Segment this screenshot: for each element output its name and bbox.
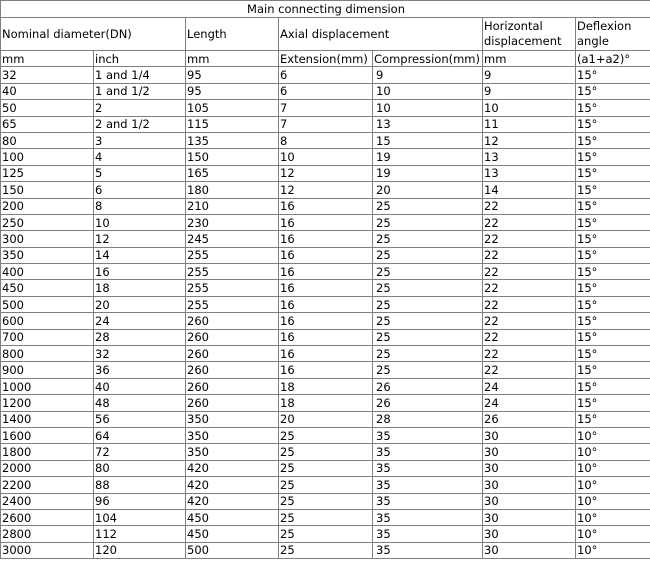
table-row xyxy=(1,132,650,148)
cell-horizontal: 14 xyxy=(483,182,576,198)
cell-compression: 35 xyxy=(373,460,483,476)
cell-dn-mm: 3000 xyxy=(1,542,94,558)
cell-length: 165 xyxy=(186,165,279,181)
header-nominal-diameter: Nominal diameter(DN) xyxy=(1,18,186,51)
cell-extension: 25 xyxy=(279,493,373,509)
cell-dn-inch: 3 xyxy=(94,132,186,148)
cell-horizontal: 22 xyxy=(483,264,576,280)
cell-dn-mm: 250 xyxy=(1,214,94,230)
cell-angle: 15° xyxy=(576,165,650,181)
cell-dn-mm: 300 xyxy=(1,231,94,247)
cell-compression: 9 xyxy=(373,67,483,83)
cell-angle: 10° xyxy=(576,493,650,509)
cell-angle: 15° xyxy=(576,132,650,148)
cell-extension: 16 xyxy=(279,247,373,263)
cell-horizontal: 22 xyxy=(483,296,576,312)
cell-compression: 13 xyxy=(373,116,483,132)
table-row xyxy=(1,149,650,165)
cell-dn-mm: 2800 xyxy=(1,526,94,542)
cell-length: 260 xyxy=(186,346,279,362)
cell-dn-mm: 40 xyxy=(1,83,94,99)
cell-compression: 25 xyxy=(373,362,483,378)
cell-compression: 35 xyxy=(373,477,483,493)
cell-horizontal: 30 xyxy=(483,444,576,460)
cell-length: 260 xyxy=(186,395,279,411)
cell-length: 260 xyxy=(186,313,279,329)
cell-dn-inch: 2 xyxy=(94,100,186,116)
cell-angle: 15° xyxy=(576,83,650,99)
table-row xyxy=(1,444,650,460)
subheader-dn-mm: mm xyxy=(1,51,94,67)
cell-length: 245 xyxy=(186,231,279,247)
cell-horizontal: 30 xyxy=(483,460,576,476)
cell-dn-mm: 125 xyxy=(1,165,94,181)
table-row xyxy=(1,526,650,542)
cell-horizontal: 12 xyxy=(483,132,576,148)
cell-horizontal: 22 xyxy=(483,214,576,230)
cell-angle: 15° xyxy=(576,346,650,362)
cell-angle: 15° xyxy=(576,329,650,345)
cell-dn-mm: 400 xyxy=(1,264,94,280)
cell-horizontal: 22 xyxy=(483,231,576,247)
cell-dn-mm: 500 xyxy=(1,296,94,312)
cell-extension: 16 xyxy=(279,296,373,312)
cell-compression: 25 xyxy=(373,231,483,247)
cell-dn-inch: 28 xyxy=(94,329,186,345)
cell-dn-mm: 1200 xyxy=(1,395,94,411)
cell-dn-inch: 72 xyxy=(94,444,186,460)
cell-extension: 7 xyxy=(279,116,373,132)
cell-length: 115 xyxy=(186,116,279,132)
cell-length: 150 xyxy=(186,149,279,165)
cell-extension: 25 xyxy=(279,542,373,558)
cell-dn-inch: 64 xyxy=(94,427,186,443)
cell-dn-inch: 16 xyxy=(94,264,186,280)
cell-length: 420 xyxy=(186,493,279,509)
cell-horizontal: 30 xyxy=(483,542,576,558)
cell-extension: 25 xyxy=(279,460,373,476)
table-header-row xyxy=(1,18,650,51)
cell-dn-inch: 14 xyxy=(94,247,186,263)
cell-dn-mm: 150 xyxy=(1,182,94,198)
cell-extension: 18 xyxy=(279,378,373,394)
cell-length: 95 xyxy=(186,83,279,99)
cell-dn-inch: 4 xyxy=(94,149,186,165)
table-title: Main connecting dimension xyxy=(1,1,650,18)
cell-dn-inch: 20 xyxy=(94,296,186,312)
cell-extension: 25 xyxy=(279,444,373,460)
cell-length: 255 xyxy=(186,280,279,296)
table-row xyxy=(1,460,650,476)
cell-dn-inch: 112 xyxy=(94,526,186,542)
cell-angle: 15° xyxy=(576,411,650,427)
table-subheader-row xyxy=(1,51,650,67)
cell-horizontal: 22 xyxy=(483,198,576,214)
cell-dn-mm: 1400 xyxy=(1,411,94,427)
cell-extension: 7 xyxy=(279,100,373,116)
cell-dn-mm: 50 xyxy=(1,100,94,116)
subheader-extension: Extension(mm) xyxy=(279,51,373,67)
cell-dn-mm: 32 xyxy=(1,67,94,83)
cell-length: 105 xyxy=(186,100,279,116)
table-row xyxy=(1,493,650,509)
cell-extension: 16 xyxy=(279,198,373,214)
cell-extension: 6 xyxy=(279,67,373,83)
table-row xyxy=(1,165,650,181)
cell-compression: 35 xyxy=(373,509,483,525)
cell-horizontal: 30 xyxy=(483,526,576,542)
cell-extension: 18 xyxy=(279,395,373,411)
cell-angle: 15° xyxy=(576,116,650,132)
table-row xyxy=(1,395,650,411)
cell-dn-inch: 1 and 1/4 xyxy=(94,67,186,83)
subheader-dn-inch: inch xyxy=(94,51,186,67)
table-row xyxy=(1,542,650,558)
table-title-row xyxy=(1,1,650,18)
cell-compression: 25 xyxy=(373,198,483,214)
cell-dn-inch: 18 xyxy=(94,280,186,296)
cell-compression: 35 xyxy=(373,542,483,558)
cell-horizontal: 22 xyxy=(483,280,576,296)
header-axial-displacement: Axial displacement xyxy=(279,18,483,51)
cell-angle: 15° xyxy=(576,313,650,329)
cell-dn-inch: 6 xyxy=(94,182,186,198)
cell-compression: 26 xyxy=(373,378,483,394)
cell-dn-inch: 40 xyxy=(94,378,186,394)
cell-compression: 10 xyxy=(373,83,483,99)
cell-extension: 16 xyxy=(279,329,373,345)
cell-compression: 15 xyxy=(373,132,483,148)
cell-length: 255 xyxy=(186,264,279,280)
cell-horizontal: 11 xyxy=(483,116,576,132)
table-row xyxy=(1,509,650,525)
cell-extension: 6 xyxy=(279,83,373,99)
cell-extension: 16 xyxy=(279,313,373,329)
cell-dn-mm: 100 xyxy=(1,149,94,165)
cell-extension: 8 xyxy=(279,132,373,148)
cell-extension: 12 xyxy=(279,165,373,181)
subheader-angle-unit: (a1+a2)° xyxy=(576,51,650,67)
cell-angle: 10° xyxy=(576,427,650,443)
table-row xyxy=(1,280,650,296)
cell-horizontal: 9 xyxy=(483,67,576,83)
header-deflexion-angle: Deflexion angle xyxy=(576,18,650,51)
cell-dn-mm: 1000 xyxy=(1,378,94,394)
cell-dn-mm: 2400 xyxy=(1,493,94,509)
cell-extension: 25 xyxy=(279,526,373,542)
cell-angle: 15° xyxy=(576,296,650,312)
table-row xyxy=(1,346,650,362)
cell-dn-inch: 12 xyxy=(94,231,186,247)
cell-compression: 25 xyxy=(373,280,483,296)
cell-dn-mm: 65 xyxy=(1,116,94,132)
cell-extension: 25 xyxy=(279,427,373,443)
cell-horizontal: 10 xyxy=(483,100,576,116)
cell-horizontal: 22 xyxy=(483,329,576,345)
cell-dn-inch: 88 xyxy=(94,477,186,493)
cell-length: 210 xyxy=(186,198,279,214)
cell-angle: 10° xyxy=(576,526,650,542)
cell-dn-inch: 2 and 1/2 xyxy=(94,116,186,132)
table-row xyxy=(1,247,650,263)
cell-length: 350 xyxy=(186,411,279,427)
table-row xyxy=(1,182,650,198)
cell-length: 450 xyxy=(186,526,279,542)
cell-angle: 15° xyxy=(576,182,650,198)
cell-length: 420 xyxy=(186,477,279,493)
cell-horizontal: 24 xyxy=(483,395,576,411)
table-row xyxy=(1,231,650,247)
cell-compression: 19 xyxy=(373,149,483,165)
cell-angle: 15° xyxy=(576,362,650,378)
cell-angle: 15° xyxy=(576,280,650,296)
cell-dn-inch: 1 and 1/2 xyxy=(94,83,186,99)
cell-extension: 25 xyxy=(279,509,373,525)
cell-horizontal: 22 xyxy=(483,247,576,263)
cell-length: 260 xyxy=(186,329,279,345)
cell-compression: 25 xyxy=(373,214,483,230)
cell-compression: 26 xyxy=(373,395,483,411)
cell-angle: 10° xyxy=(576,509,650,525)
cell-angle: 10° xyxy=(576,444,650,460)
cell-dn-inch: 80 xyxy=(94,460,186,476)
cell-compression: 25 xyxy=(373,313,483,329)
cell-compression: 35 xyxy=(373,427,483,443)
cell-horizontal: 30 xyxy=(483,509,576,525)
cell-dn-mm: 800 xyxy=(1,346,94,362)
cell-dn-mm: 900 xyxy=(1,362,94,378)
cell-length: 350 xyxy=(186,444,279,460)
cell-horizontal: 13 xyxy=(483,149,576,165)
cell-dn-inch: 36 xyxy=(94,362,186,378)
cell-dn-mm: 1600 xyxy=(1,427,94,443)
cell-horizontal: 24 xyxy=(483,378,576,394)
cell-length: 230 xyxy=(186,214,279,230)
cell-length: 450 xyxy=(186,509,279,525)
cell-angle: 15° xyxy=(576,247,650,263)
cell-length: 255 xyxy=(186,296,279,312)
subheader-compression: Compression(mm) xyxy=(373,51,483,67)
cell-angle: 15° xyxy=(576,214,650,230)
table-row xyxy=(1,100,650,116)
cell-extension: 25 xyxy=(279,477,373,493)
cell-compression: 35 xyxy=(373,444,483,460)
table-row xyxy=(1,198,650,214)
cell-angle: 10° xyxy=(576,477,650,493)
cell-length: 180 xyxy=(186,182,279,198)
cell-extension: 16 xyxy=(279,231,373,247)
cell-angle: 15° xyxy=(576,264,650,280)
cell-angle: 15° xyxy=(576,100,650,116)
table-row xyxy=(1,378,650,394)
table-row xyxy=(1,329,650,345)
cell-horizontal: 30 xyxy=(483,427,576,443)
cell-horizontal: 30 xyxy=(483,477,576,493)
cell-dn-inch: 120 xyxy=(94,542,186,558)
cell-horizontal: 13 xyxy=(483,165,576,181)
cell-dn-inch: 96 xyxy=(94,493,186,509)
cell-length: 260 xyxy=(186,378,279,394)
cell-angle: 10° xyxy=(576,460,650,476)
cell-dn-inch: 32 xyxy=(94,346,186,362)
cell-compression: 25 xyxy=(373,329,483,345)
cell-compression: 19 xyxy=(373,165,483,181)
cell-length: 95 xyxy=(186,67,279,83)
cell-length: 135 xyxy=(186,132,279,148)
cell-extension: 12 xyxy=(279,182,373,198)
cell-length: 255 xyxy=(186,247,279,263)
cell-extension: 16 xyxy=(279,362,373,378)
cell-dn-inch: 48 xyxy=(94,395,186,411)
cell-dn-mm: 2200 xyxy=(1,477,94,493)
cell-extension: 16 xyxy=(279,280,373,296)
cell-horizontal: 22 xyxy=(483,346,576,362)
cell-horizontal: 22 xyxy=(483,313,576,329)
cell-length: 500 xyxy=(186,542,279,558)
table-row xyxy=(1,362,650,378)
table-row xyxy=(1,477,650,493)
header-length: Length xyxy=(186,18,279,51)
cell-angle: 15° xyxy=(576,231,650,247)
cell-dn-mm: 80 xyxy=(1,132,94,148)
cell-horizontal: 22 xyxy=(483,362,576,378)
cell-length: 350 xyxy=(186,427,279,443)
cell-horizontal: 30 xyxy=(483,493,576,509)
cell-angle: 15° xyxy=(576,67,650,83)
table-row xyxy=(1,427,650,443)
cell-angle: 10° xyxy=(576,542,650,558)
cell-dn-mm: 1800 xyxy=(1,444,94,460)
cell-dn-inch: 5 xyxy=(94,165,186,181)
subheader-horizontal-mm: mm xyxy=(483,51,576,67)
cell-horizontal: 26 xyxy=(483,411,576,427)
cell-dn-inch: 8 xyxy=(94,198,186,214)
cell-dn-mm: 2000 xyxy=(1,460,94,476)
table-row xyxy=(1,214,650,230)
cell-dn-inch: 10 xyxy=(94,214,186,230)
cell-dn-mm: 200 xyxy=(1,198,94,214)
cell-dn-mm: 350 xyxy=(1,247,94,263)
cell-compression: 20 xyxy=(373,182,483,198)
cell-extension: 10 xyxy=(279,149,373,165)
cell-extension: 20 xyxy=(279,411,373,427)
cell-angle: 15° xyxy=(576,149,650,165)
cell-compression: 25 xyxy=(373,296,483,312)
cell-horizontal: 9 xyxy=(483,83,576,99)
cell-angle: 15° xyxy=(576,378,650,394)
cell-extension: 16 xyxy=(279,264,373,280)
table-row xyxy=(1,264,650,280)
cell-dn-inch: 56 xyxy=(94,411,186,427)
cell-compression: 25 xyxy=(373,346,483,362)
cell-dn-mm: 450 xyxy=(1,280,94,296)
cell-length: 260 xyxy=(186,362,279,378)
cell-extension: 16 xyxy=(279,346,373,362)
cell-compression: 10 xyxy=(373,100,483,116)
table-row xyxy=(1,116,650,132)
table-row xyxy=(1,411,650,427)
table-row xyxy=(1,296,650,312)
cell-angle: 15° xyxy=(576,395,650,411)
cell-compression: 28 xyxy=(373,411,483,427)
cell-dn-inch: 104 xyxy=(94,509,186,525)
cell-dn-mm: 2600 xyxy=(1,509,94,525)
cell-dn-inch: 24 xyxy=(94,313,186,329)
cell-compression: 25 xyxy=(373,247,483,263)
cell-compression: 35 xyxy=(373,493,483,509)
subheader-length-mm: mm xyxy=(186,51,279,67)
table-row xyxy=(1,83,650,99)
table-row xyxy=(1,313,650,329)
cell-compression: 35 xyxy=(373,526,483,542)
cell-length: 420 xyxy=(186,460,279,476)
cell-compression: 25 xyxy=(373,264,483,280)
cell-angle: 15° xyxy=(576,198,650,214)
cell-extension: 16 xyxy=(279,214,373,230)
table-row xyxy=(1,67,650,83)
cell-dn-mm: 600 xyxy=(1,313,94,329)
header-horizontal-displacement: Horizontal displacement xyxy=(483,18,576,51)
cell-dn-mm: 700 xyxy=(1,329,94,345)
